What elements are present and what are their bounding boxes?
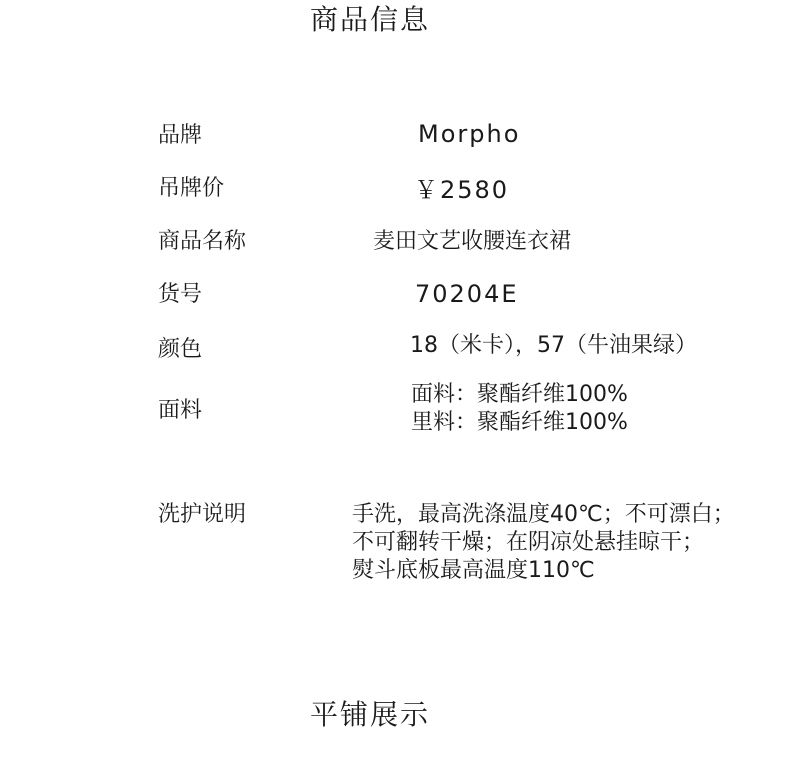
fabric-line-outer: 面料：聚酯纤维100% [411,382,628,407]
color-label: 颜色 [158,337,203,362]
item-number-value: 70204E [415,280,519,308]
brand-value: Morpho [418,120,521,148]
fabric-line-lining: 里料：聚酯纤维100% [411,410,628,435]
brand-label: 品牌 [158,123,203,148]
fabric-value [411,381,628,437]
care-line-3: 熨斗底板最高温度110℃ [352,558,595,583]
section-title-product-info: 商品信息 [309,3,430,36]
product-name-value: 麦田文艺收腰连衣裙 [373,229,572,254]
care-line-2: 不可翻转干燥；在阴凉处悬挂晾干； [352,530,705,555]
care-line-1: 手洗，最高洗涤温度40℃；不可漂白； [352,502,735,527]
care-label: 洗护说明 [158,502,247,527]
tag-price-value: ￥2580 [414,176,510,204]
tag-price-label: 吊牌价 [158,176,225,201]
care-instructions [352,501,735,585]
item-number-label: 货号 [158,282,203,307]
fabric-label: 面料 [158,398,203,423]
section-title-flat-display: 平铺展示 [309,698,430,731]
product-name-label: 商品名称 [158,229,247,254]
color-value: 18（米卡），57（牛油果绿） [410,333,697,358]
